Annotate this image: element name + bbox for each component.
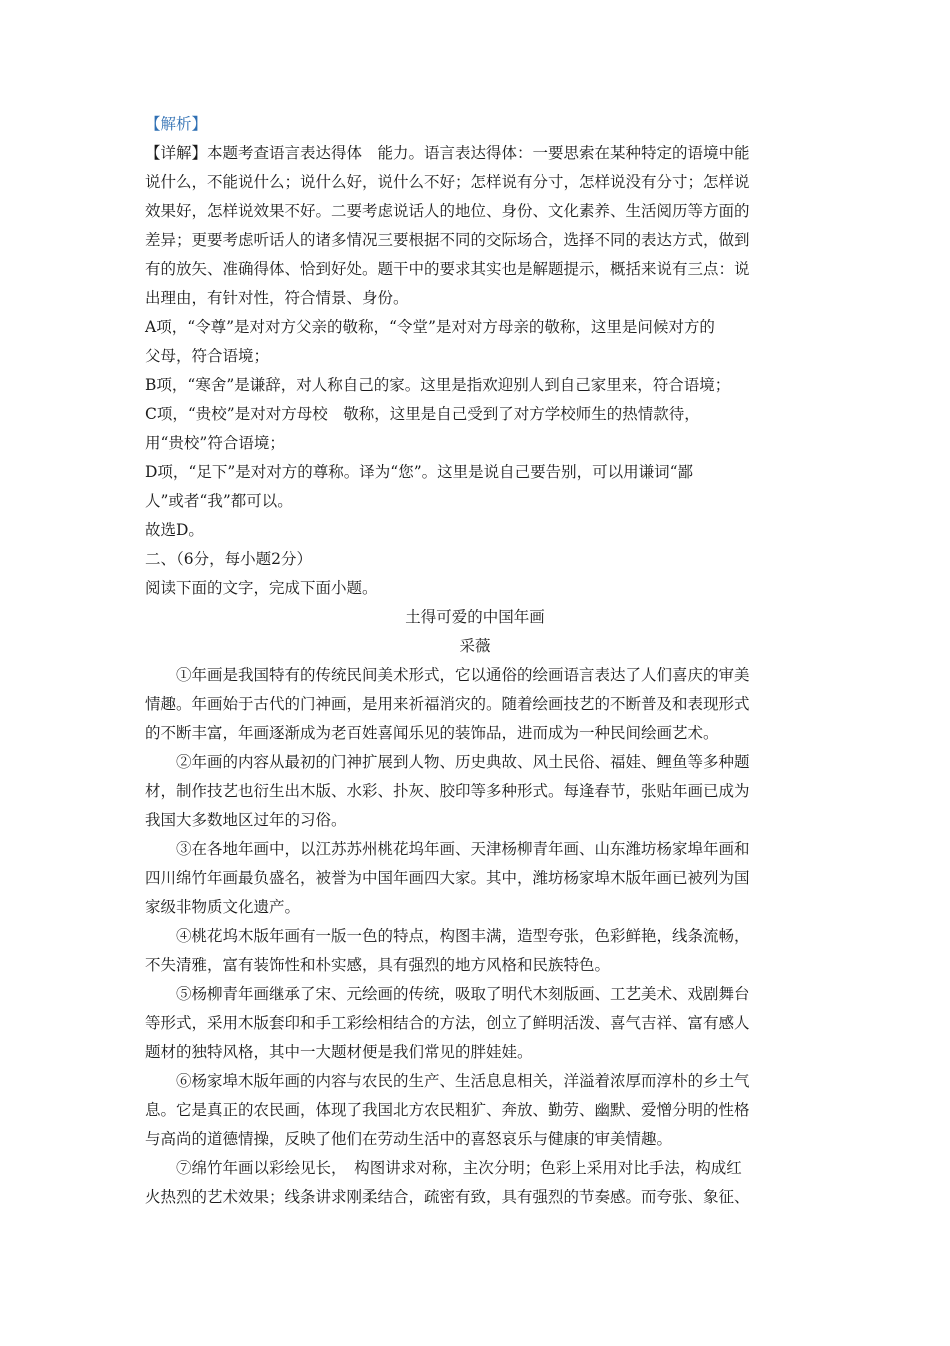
paragraph-line: 息。它是真正的农民画，体现了我国北方农民粗犷、奔放、勤劳、幽默、爱憎分明的性格 <box>145 1101 750 1119</box>
analysis-detail <box>145 139 805 313</box>
option-c <box>145 400 805 458</box>
paragraph-6 <box>145 1067 805 1154</box>
conclusion: 故选D。 <box>145 521 204 539</box>
option-line: 用“贵校”符合语境； <box>145 434 285 452</box>
option-d <box>145 458 805 516</box>
paragraph-line: 等形式，采用木版套印和手工彩绘相结合的方法，创立了鲜明活泼、喜气吉祥、富有感人 <box>145 1014 750 1032</box>
analysis-heading: 【解析】 <box>145 115 208 133</box>
paragraph-line: 题材的独特风格，其中一大题材便是我们常见的胖娃娃。 <box>145 1043 533 1061</box>
option-line: 父母，符合语境； <box>145 347 270 365</box>
section-instruction: 阅读下面的文字，完成下面小题。 <box>145 579 378 597</box>
detail-line: 效果好，怎样说效果不好。二要考虑说话人的地位、身份、文化素养、生活阅历等方面的 <box>145 202 750 220</box>
paragraph-line: ④桃花坞木版年画有一版一色的特点，构图丰满，造型夸张，色彩鲜艳，线条流畅， <box>176 927 750 945</box>
option-line: A项，“令尊”是对对方父亲的敬称，“令堂”是对对方母亲的敬称，这里是问候对方的 <box>145 318 715 336</box>
option-line: 人”或者“我”都可以。 <box>145 492 293 510</box>
paragraph-line: 与高尚的道德情操，反映了他们在劳动生活中的喜怒哀乐与健康的审美情趣。 <box>145 1130 673 1148</box>
paragraph-line: ①年画是我国特有的传统民间美术形式，它以通俗的绘画语言表达了人们喜庆的审美 <box>176 666 750 684</box>
paragraph-line: ⑥杨家埠木版年画的内容与农民的生产、生活息息相关，洋溢着浓厚而淳朴的乡土气 <box>176 1072 750 1090</box>
paragraph-2 <box>145 748 805 835</box>
paragraph-1 <box>145 661 805 748</box>
paragraph-line: ③在各地年画中，以江苏苏州桃花坞年画、天津杨柳青年画、山东潍坊杨家埠年画和 <box>176 840 750 858</box>
paragraph-3 <box>145 835 805 922</box>
paragraph-line: ⑦绵竹年画以彩绘见长， 构图讲求对称，主次分明；色彩上采用对比手法，构成红 <box>176 1159 742 1177</box>
document-page <box>145 110 805 1212</box>
paragraph-line: 不失清雅，富有装饰性和朴实感，具有强烈的地方风格和民族特色。 <box>145 956 611 974</box>
paragraph-line: 的不断丰富，年画逐渐成为老百姓喜闻乐见的装饰品，进而成为一种民间绘画艺术。 <box>145 724 719 742</box>
option-a <box>145 313 805 371</box>
paragraph-line: 我国大多数地区过年的习俗。 <box>145 811 347 829</box>
detail-line: 有的放矢、准确得体、恰到好处。题干中的要求其实也是解题提示，概括来说有三点：说 <box>145 260 750 278</box>
paragraph-line: ②年画的内容从最初的门神扩展到人物、历史典故、风土民俗、福娃、鲤鱼等多种题 <box>176 753 750 771</box>
detail-line: 出理由，有针对性，符合情景、身份。 <box>145 289 409 307</box>
option-line: C项，“贵校”是对对方母校 敬称，这里是自己受到了对方学校师生的热情款待， <box>145 405 700 423</box>
paragraph-line: ⑤杨柳青年画继承了宋、元绘画的传统，吸取了明代木刻版画、工艺美术、戏剧舞台 <box>176 985 750 1003</box>
option-line: B项，“寒舍”是谦辞，对人称自己的家。这里是指欢迎别人到自己家里来，符合语境； <box>145 376 731 394</box>
detail-line: 差异；更要考虑听话人的诸多情况三要根据不同的交际场合，选择不同的表达方式，做到 <box>145 231 750 249</box>
detail-line: 【详解】本题考查语言表达得体 能力。语言表达得体：一要思索在某种特定的语境中能 <box>145 144 750 162</box>
paragraph-line: 家级非物质文化遗产。 <box>145 898 301 916</box>
option-b <box>145 371 805 400</box>
paragraph-line: 材，制作技艺也衍生出木版、水彩、扑灰、胶印等多种形式。每逢春节，张贴年画已成为 <box>145 782 750 800</box>
paragraph-7 <box>145 1154 805 1212</box>
paragraph-line: 火热烈的艺术效果；线条讲求刚柔结合，疏密有致，具有强烈的节奏感。而夸张、象征、 <box>145 1188 750 1206</box>
article-author: 采薇 <box>459 637 491 655</box>
detail-line: 说什么，不能说什么；说什么好，说什么不好；怎样说有分寸，怎样说没有分寸；怎样说 <box>145 173 750 191</box>
paragraph-line: 四川绵竹年画最负盛名，被誉为中国年画四大家。其中，潍坊杨家埠木版年画已被列为国 <box>145 869 750 887</box>
paragraph-5 <box>145 980 805 1067</box>
option-line: D项，“足下”是对对方的尊称。译为“您”。这里是说自己要告别，可以用谦词“鄙 <box>145 463 694 481</box>
article-title: 土得可爱的中国年画 <box>405 608 545 626</box>
paragraph-4 <box>145 922 805 980</box>
section-header: 二、（6分，每小题2分） <box>145 550 312 568</box>
paragraph-line: 情趣。年画始于古代的门神画，是用来祈福消灾的。随着绘画技艺的不断普及和表现形式 <box>145 695 750 713</box>
